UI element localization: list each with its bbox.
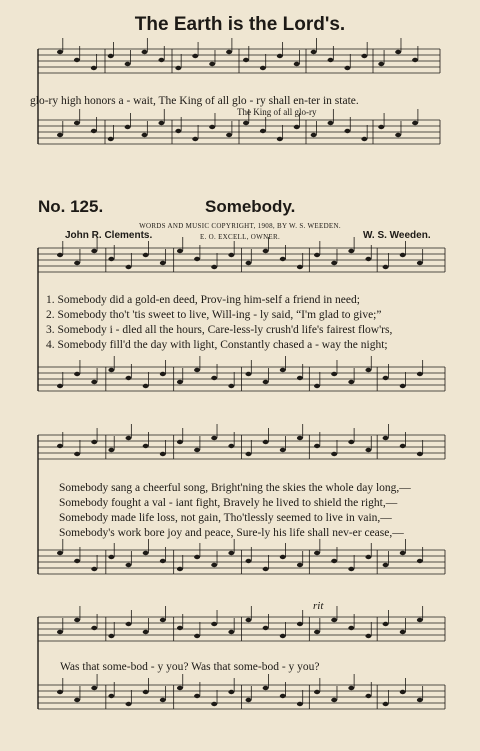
copyright-line-1: WORDS AND MUSIC COPYRIGHT, 1908, BY W. S. WEEDEN. (139, 222, 341, 230)
notehead (263, 686, 269, 690)
notehead (211, 563, 217, 567)
notehead (263, 380, 269, 384)
notehead (417, 372, 423, 376)
notehead (294, 62, 300, 66)
notehead (348, 380, 354, 384)
notehead (142, 50, 148, 54)
notehead (311, 50, 317, 54)
notehead (331, 618, 337, 622)
notehead (74, 372, 80, 376)
verse-3-line-b: Somebody made life loss, not gain, Tho'tlessly seemed to live in vain,— (59, 512, 392, 524)
notehead (331, 261, 337, 265)
notehead (160, 372, 166, 376)
notehead (277, 54, 283, 58)
notehead (280, 448, 286, 452)
notehead (228, 690, 234, 694)
notehead (108, 257, 114, 261)
notehead (246, 452, 252, 456)
notehead (417, 261, 423, 265)
notehead (260, 129, 266, 133)
notehead (57, 444, 63, 448)
notehead (160, 618, 166, 622)
notehead (57, 630, 63, 634)
notehead (91, 129, 97, 133)
notehead (211, 622, 217, 626)
notehead (378, 125, 384, 129)
notehead (91, 567, 97, 571)
notehead (263, 626, 269, 630)
notehead (331, 559, 337, 563)
notehead (243, 58, 249, 62)
notehead (57, 690, 63, 694)
notehead (211, 376, 217, 380)
notehead (263, 440, 269, 444)
notehead (400, 690, 406, 694)
notehead (143, 444, 149, 448)
notehead (383, 376, 389, 380)
notehead (57, 551, 63, 555)
notehead (177, 567, 183, 571)
notehead (211, 702, 217, 706)
page-header-title: The Earth is the Lord's. (134, 14, 346, 35)
notehead (417, 559, 423, 563)
notehead (194, 257, 200, 261)
notehead (228, 253, 234, 257)
notehead (74, 58, 80, 62)
notehead (344, 66, 350, 70)
notehead (74, 698, 80, 702)
notehead (108, 54, 114, 58)
notehead (400, 384, 406, 388)
ritardando-mark: rit (313, 600, 324, 612)
notehead (280, 257, 286, 261)
notehead (228, 444, 234, 448)
notehead (314, 551, 320, 555)
notehead (361, 137, 367, 141)
notehead (246, 698, 252, 702)
notehead (246, 372, 252, 376)
notehead (383, 563, 389, 567)
notehead (158, 121, 164, 125)
notehead (263, 249, 269, 253)
notehead (314, 690, 320, 694)
notehead (246, 618, 252, 622)
notehead (177, 249, 183, 253)
notehead (314, 384, 320, 388)
notehead (194, 634, 200, 638)
notehead (417, 452, 423, 456)
notehead (160, 559, 166, 563)
notehead (91, 686, 97, 690)
notehead (348, 567, 354, 571)
notehead (344, 129, 350, 133)
notehead (314, 630, 320, 634)
notehead (365, 634, 371, 638)
notehead (314, 253, 320, 257)
hymn-number: No. 125. (38, 197, 104, 216)
notehead (400, 444, 406, 448)
composer: W. S. Weeden. (363, 230, 431, 241)
notehead (91, 249, 97, 253)
notehead (91, 380, 97, 384)
notehead (126, 376, 132, 380)
notehead (297, 702, 303, 706)
notehead (383, 436, 389, 440)
notehead (280, 694, 286, 698)
notehead (365, 257, 371, 261)
notehead (246, 559, 252, 563)
notehead (74, 618, 80, 622)
notehead (314, 444, 320, 448)
notehead (348, 249, 354, 253)
notehead (143, 253, 149, 257)
notehead (108, 634, 114, 638)
notehead (400, 253, 406, 257)
notehead (126, 563, 132, 567)
notehead (57, 50, 63, 54)
notehead (297, 436, 303, 440)
notehead (126, 436, 132, 440)
notehead (192, 137, 198, 141)
notehead (175, 129, 181, 133)
notehead (417, 618, 423, 622)
notehead (297, 622, 303, 626)
notehead (177, 686, 183, 690)
verse-2-line-b: Somebody fought a val - iant fight, Bravely he lived to shield the right,— (59, 497, 398, 509)
prev-hymn-lyric: glo-ry high honors a - wait, The King of all glo - ry shall en-ter in state. (30, 95, 359, 107)
notehead (280, 368, 286, 372)
notehead (209, 125, 215, 129)
notehead (91, 66, 97, 70)
notehead (395, 133, 401, 137)
notehead (57, 133, 63, 137)
notehead (126, 702, 132, 706)
notehead (331, 372, 337, 376)
notehead (412, 58, 418, 62)
notehead (158, 58, 164, 62)
lyricist: John R. Clements. (65, 230, 153, 241)
notehead (194, 555, 200, 559)
notehead (348, 440, 354, 444)
notehead (74, 121, 80, 125)
notehead (74, 559, 80, 563)
notehead (209, 62, 215, 66)
notehead (108, 368, 114, 372)
notehead (91, 440, 97, 444)
copyright-line-2: E. O. EXCELL, OWNER. (199, 233, 281, 241)
notehead (108, 694, 114, 698)
notehead (194, 448, 200, 452)
notehead (228, 551, 234, 555)
notehead (243, 121, 249, 125)
notehead (348, 626, 354, 630)
notehead (348, 686, 354, 690)
notehead (125, 125, 131, 129)
notehead (194, 694, 200, 698)
notehead (175, 66, 181, 70)
notehead (143, 551, 149, 555)
verse-4-line-a: 4. Somebody fill'd the day with light, Constantly chased a - way the night; (46, 339, 388, 351)
notehead (126, 265, 132, 269)
notehead (400, 630, 406, 634)
notehead (331, 698, 337, 702)
notehead (177, 626, 183, 630)
notehead (395, 50, 401, 54)
notehead (142, 133, 148, 137)
notehead (108, 448, 114, 452)
notehead (177, 440, 183, 444)
notehead (57, 384, 63, 388)
notehead (160, 698, 166, 702)
notehead (280, 634, 286, 638)
verse-1-line-a: 1. Somebody did a gold-en deed, Prov-ing him-self a friend in need; (46, 294, 360, 306)
verse-2-line-a: 2. Somebody tho't 'tis sweet to live, Will-ing - ly said, “I'm glad to give;” (46, 309, 382, 321)
notehead (297, 265, 303, 269)
notehead (260, 66, 266, 70)
notehead (194, 368, 200, 372)
notehead (294, 125, 300, 129)
notehead (280, 555, 286, 559)
refrain-lyric: Was that some-bod - y you? Was that some-bod - y you? (60, 661, 320, 673)
notehead (331, 452, 337, 456)
notehead (277, 137, 283, 141)
notehead (125, 62, 131, 66)
notehead (192, 54, 198, 58)
notehead (297, 563, 303, 567)
notehead (328, 58, 334, 62)
notehead (143, 690, 149, 694)
notehead (143, 630, 149, 634)
notehead (263, 567, 269, 571)
notehead (74, 261, 80, 265)
notehead (226, 50, 232, 54)
notehead (126, 622, 132, 626)
verse-1-line-b: Somebody sang a cheerful song, Bright'ning the skies the whole day long,— (59, 482, 411, 494)
notehead (160, 261, 166, 265)
notehead (228, 384, 234, 388)
notehead (365, 368, 371, 372)
notehead (177, 380, 183, 384)
notehead (91, 626, 97, 630)
notehead (383, 265, 389, 269)
notehead (108, 555, 114, 559)
notehead (400, 551, 406, 555)
notehead (160, 452, 166, 456)
notehead (365, 694, 371, 698)
notehead (311, 133, 317, 137)
verse-3-line-a: 3. Somebody i - dled all the hours, Care-less-ly crush'd life's fairest flow'rs, (46, 324, 393, 336)
notehead (412, 121, 418, 125)
notehead (378, 62, 384, 66)
notehead (143, 384, 149, 388)
notehead (228, 630, 234, 634)
notehead (383, 622, 389, 626)
notehead (383, 702, 389, 706)
notehead (74, 452, 80, 456)
notehead (365, 448, 371, 452)
prev-hymn-bass-lyric: The King of all glo-ry (237, 107, 317, 117)
hymn-title: Somebody. (205, 197, 296, 216)
verse-4-line-b: Somebody's work bore joy and peace, Sure-ly his life shall nev-er cease,— (59, 527, 404, 539)
notehead (417, 698, 423, 702)
notehead (297, 376, 303, 380)
notehead (365, 555, 371, 559)
notehead (246, 261, 252, 265)
notehead (226, 133, 232, 137)
notehead (211, 265, 217, 269)
notehead (57, 253, 63, 257)
notehead (211, 436, 217, 440)
notehead (108, 137, 114, 141)
notehead (328, 121, 334, 125)
notehead (361, 54, 367, 58)
